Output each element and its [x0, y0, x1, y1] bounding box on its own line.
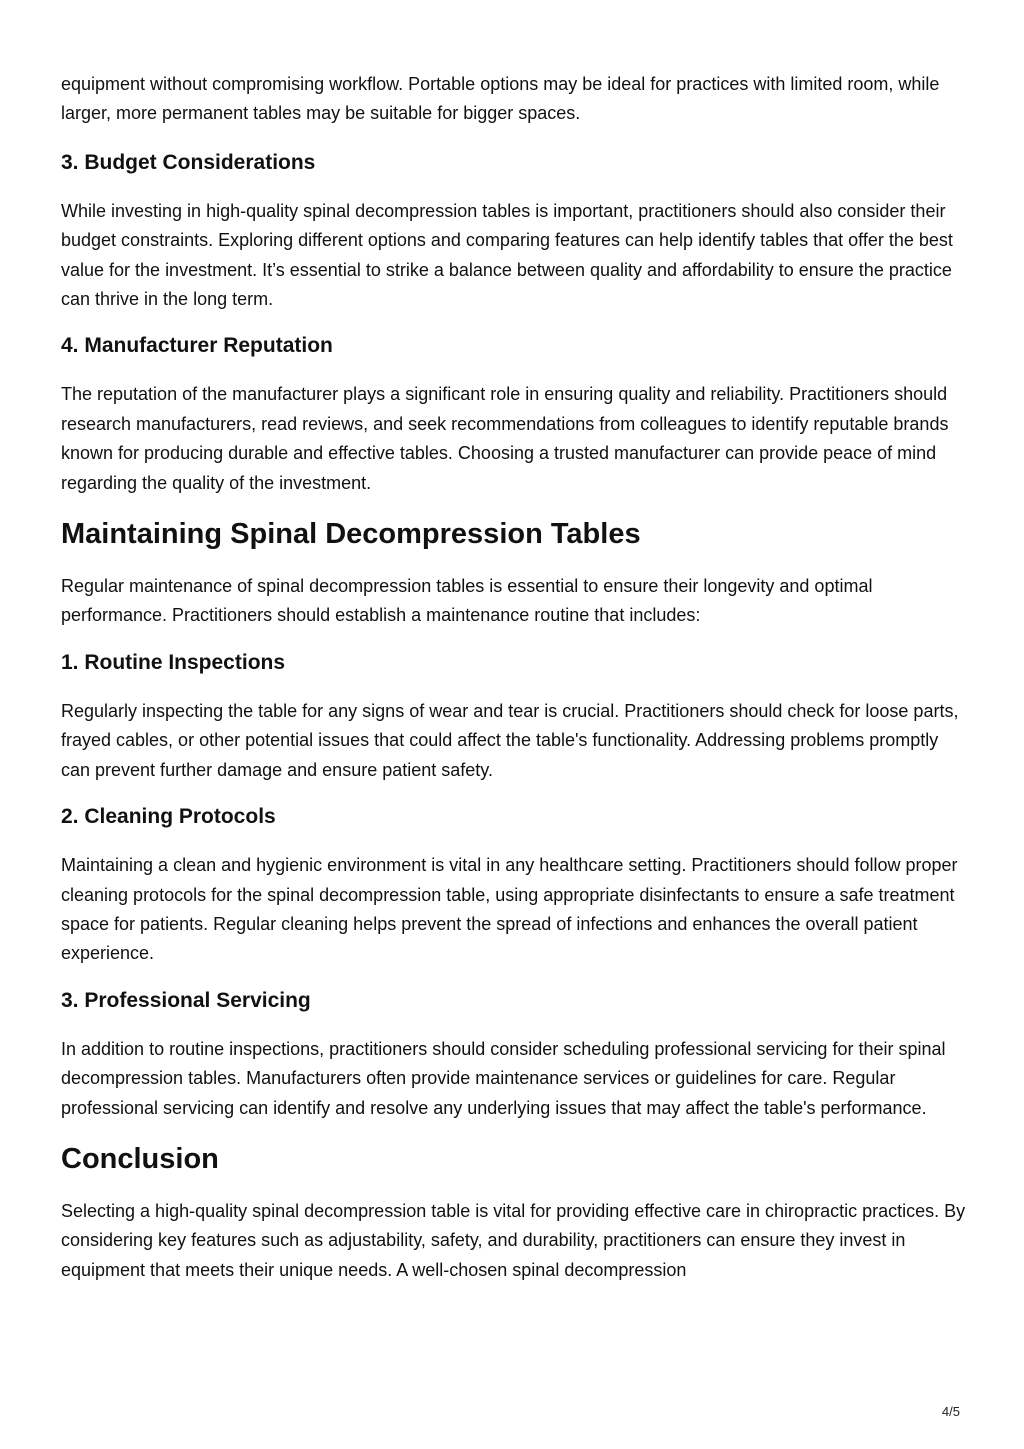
intro-paragraph: equipment without compromising workflow. Portable options may be ideal for practices with limited room, while larger, more permanent tables may be suitable for bigger spaces.: [61, 74, 940, 124]
budget-heading: 3. Budget Considerations: [61, 150, 316, 174]
inspections-heading: 1. Routine Inspections: [61, 650, 286, 674]
maintaining-heading: Maintaining Spinal Decompression Tables: [61, 518, 641, 551]
inspections-paragraph: Regularly inspecting the table for any signs of wear and tear is crucial. Practitioners should check for loose parts, frayed cables, or other potential issues that could affect the table's functionality. Addressing problems promptly can prevent further damage and ensure patient safety.: [61, 700, 959, 780]
reputation-heading: 4. Manufacturer Reputation: [61, 334, 333, 358]
servicing-paragraph: In addition to routine inspections, practitioners should consider scheduling professional servicing for their spinal decompression tables. Manufacturers often provide maintenance services or guidelines for care. Regular professional servicing can identify and resolve any underlying issues that may affect the table's performance.: [61, 1038, 946, 1118]
budget-paragraph: While investing in high-quality spinal decompression tables is important, practitioners should also consider their budget constraints. Exploring different options and comparing features can help identify tables that offer the best value for the investment. It’s essential to strike a balance between quality and affordability to ensure the practice can thrive in the long term.: [61, 200, 953, 310]
servicing-heading: 3. Professional Servicing: [61, 988, 311, 1012]
maintaining-paragraph: Regular maintenance of spinal decompression tables is essential to ensure their longevity and optimal performance. Practitioners should establish a maintenance routine that includes:: [61, 576, 873, 626]
page-number: 4/5: [941, 1404, 960, 1419]
conclusion-heading: Conclusion: [61, 1142, 219, 1175]
cleaning-heading: 2. Cleaning Protocols: [61, 805, 276, 829]
document-page: [61, 70, 966, 1285]
conclusion-paragraph: Selecting a high-quality spinal decompression table is vital for providing effective care in chiropractic practices. By considering key features such as adjustability, safety, and durability, practitioners can ensure they invest in equipment that meets their unique needs. A well-chosen spinal decompression: [61, 1200, 966, 1280]
reputation-paragraph: The reputation of the manufacturer plays a significant role in ensuring quality and reliability. Practitioners should research manufacturers, read reviews, and seek recommendations from colleagues to identify reputable brands known for producing durable and effective tables. Choosing a trusted manufacturer can provide peace of mind regarding the quality of the investment.: [61, 384, 949, 493]
cleaning-paragraph: Maintaining a clean and hygienic environment is vital in any healthcare setting. Practitioners should follow proper cleaning protocols for the spinal decompression table, using appropriate disinfectants to ensure a safe treatment space for patients. Regular cleaning helps prevent the spread of infections and enhances the overall patient experience.: [61, 855, 958, 964]
